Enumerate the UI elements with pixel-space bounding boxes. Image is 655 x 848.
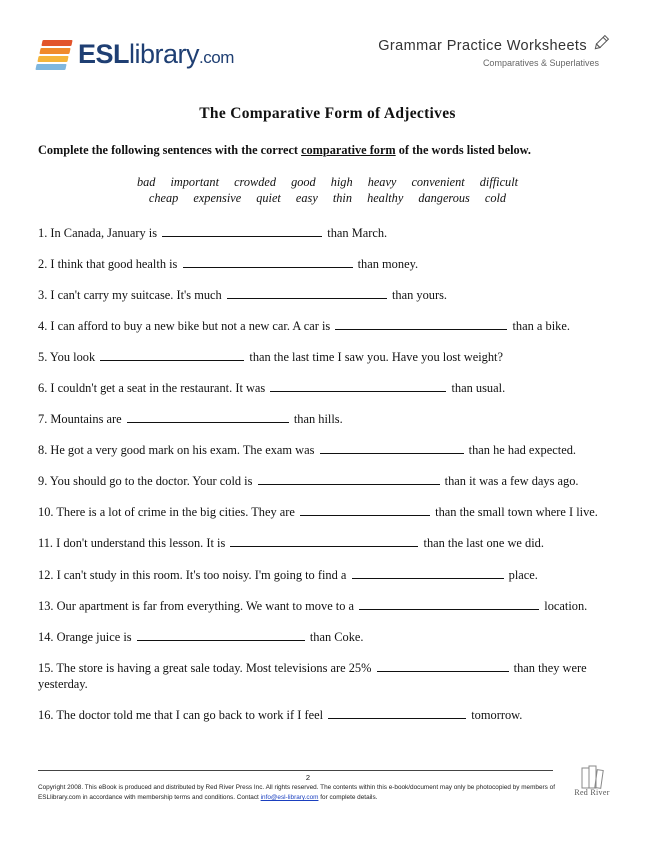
question-5: 5. You look than the last time I saw you. Have you lost weight? — [38, 350, 503, 364]
answer-blank[interactable] — [137, 628, 305, 641]
question-15: 15. The store is having a great sale today. Most televisions are 25% than they were — [38, 661, 587, 675]
answer-blank[interactable] — [300, 503, 430, 516]
question-2: 2. I think that good health is than money. — [38, 257, 419, 271]
question-4: 4. I can afford to buy a new bike but not a new car. A car is than a bike. — [38, 319, 570, 333]
page-number: 2 — [305, 773, 311, 782]
word-bank-item: quiet — [256, 191, 281, 205]
word-bank-item: cheap — [148, 191, 179, 205]
question-7: 7. Mountains are than hills. — [38, 412, 343, 426]
word-bank-item: good — [291, 175, 316, 189]
book-stack-icon — [38, 40, 72, 72]
word-bank-item: convenient — [411, 175, 465, 189]
question-16: 16. The doctor told me that I can go back to work if I feel tomorrow. — [38, 708, 523, 722]
red-river-books-icon — [568, 764, 616, 804]
copyright-notice: Copyright 2008. This eBook is produced and distributed by Red River Press Inc. All rights reserved. The contents within this e-book/document may only be photocopied by members of ESLlibrary.com in accordance with membership terms and conditions. Contact info@esl-library.com for complete details. — [38, 784, 555, 801]
answer-blank[interactable] — [258, 472, 440, 485]
answer-blank[interactable] — [162, 224, 322, 237]
word-bank-item: high — [330, 175, 353, 189]
publisher-name: Red River — [574, 788, 610, 797]
question-8: 8. He got a very good mark on his exam. The exam was than he had expected. — [38, 443, 576, 457]
question-6: 6. I couldn't get a seat in the restaurant. It was than usual. — [38, 381, 506, 395]
word-bank-item: easy — [295, 191, 318, 205]
instructions: Complete the following sentences with the correct comparative form of the words listed below. — [38, 143, 531, 157]
word-bank-item: heavy — [367, 175, 397, 189]
logo-wordmark: ESLlibrary.com — [78, 39, 234, 69]
series-title: Grammar Practice Worksheets — [378, 38, 587, 54]
contact-email-link[interactable]: info@esl-library.com — [260, 794, 319, 801]
answer-blank[interactable] — [227, 286, 387, 299]
pencil-icon — [592, 34, 610, 52]
question-3: 3. I can't carry my suitcase. It's much than yours. — [38, 288, 448, 302]
word-bank-row-2 — [0, 191, 655, 206]
question-9: 9. You should go to the doctor. Your cold is than it was a few days ago. — [38, 474, 579, 488]
answer-blank[interactable] — [270, 379, 446, 392]
question-1: 1. In Canada, January is than March. — [38, 226, 388, 240]
word-bank-row-1 — [0, 175, 655, 190]
answer-blank[interactable] — [127, 410, 289, 423]
word-bank-item: thin — [332, 191, 352, 205]
answer-blank[interactable] — [359, 597, 539, 610]
footer-divider — [38, 770, 553, 771]
answer-blank[interactable] — [328, 706, 466, 719]
series-subtitle: Comparatives & Superlatives — [482, 58, 599, 68]
question-10: 10. There is a lot of crime in the big cities. They are than the small town where I live. — [38, 505, 598, 519]
question-11: 11. I don't understand this lesson. It is than the last one we did. — [38, 536, 544, 550]
question-14: 14. Orange juice is than Coke. — [38, 630, 364, 644]
answer-blank[interactable] — [320, 441, 464, 454]
word-bank-item: bad — [136, 175, 156, 189]
word-bank-item: dangerous — [418, 191, 470, 205]
answer-blank[interactable] — [352, 566, 504, 579]
word-bank-item: crowded — [234, 175, 276, 189]
question-12: 12. I can't study in this room. It's too noisy. I'm going to find a place. — [38, 568, 538, 582]
word-bank-item: difficult — [479, 175, 519, 189]
answer-blank[interactable] — [230, 534, 418, 547]
answer-blank[interactable] — [183, 255, 353, 268]
answer-blank[interactable] — [335, 317, 507, 330]
answer-blank[interactable] — [100, 348, 244, 361]
word-bank-item: important — [170, 175, 219, 189]
word-bank-item: healthy — [367, 191, 404, 205]
answer-blank[interactable] — [377, 659, 509, 672]
question-13: 13. Our apartment is far from everything. We want to move to a location. — [38, 599, 588, 613]
worksheet-title: The Comparative Form of Adjectives — [199, 105, 456, 122]
esl-library-logo — [38, 36, 238, 76]
question-15-continuation: yesterday. — [38, 677, 88, 691]
word-bank-item: expensive — [193, 191, 242, 205]
word-bank-item: cold — [484, 191, 507, 205]
